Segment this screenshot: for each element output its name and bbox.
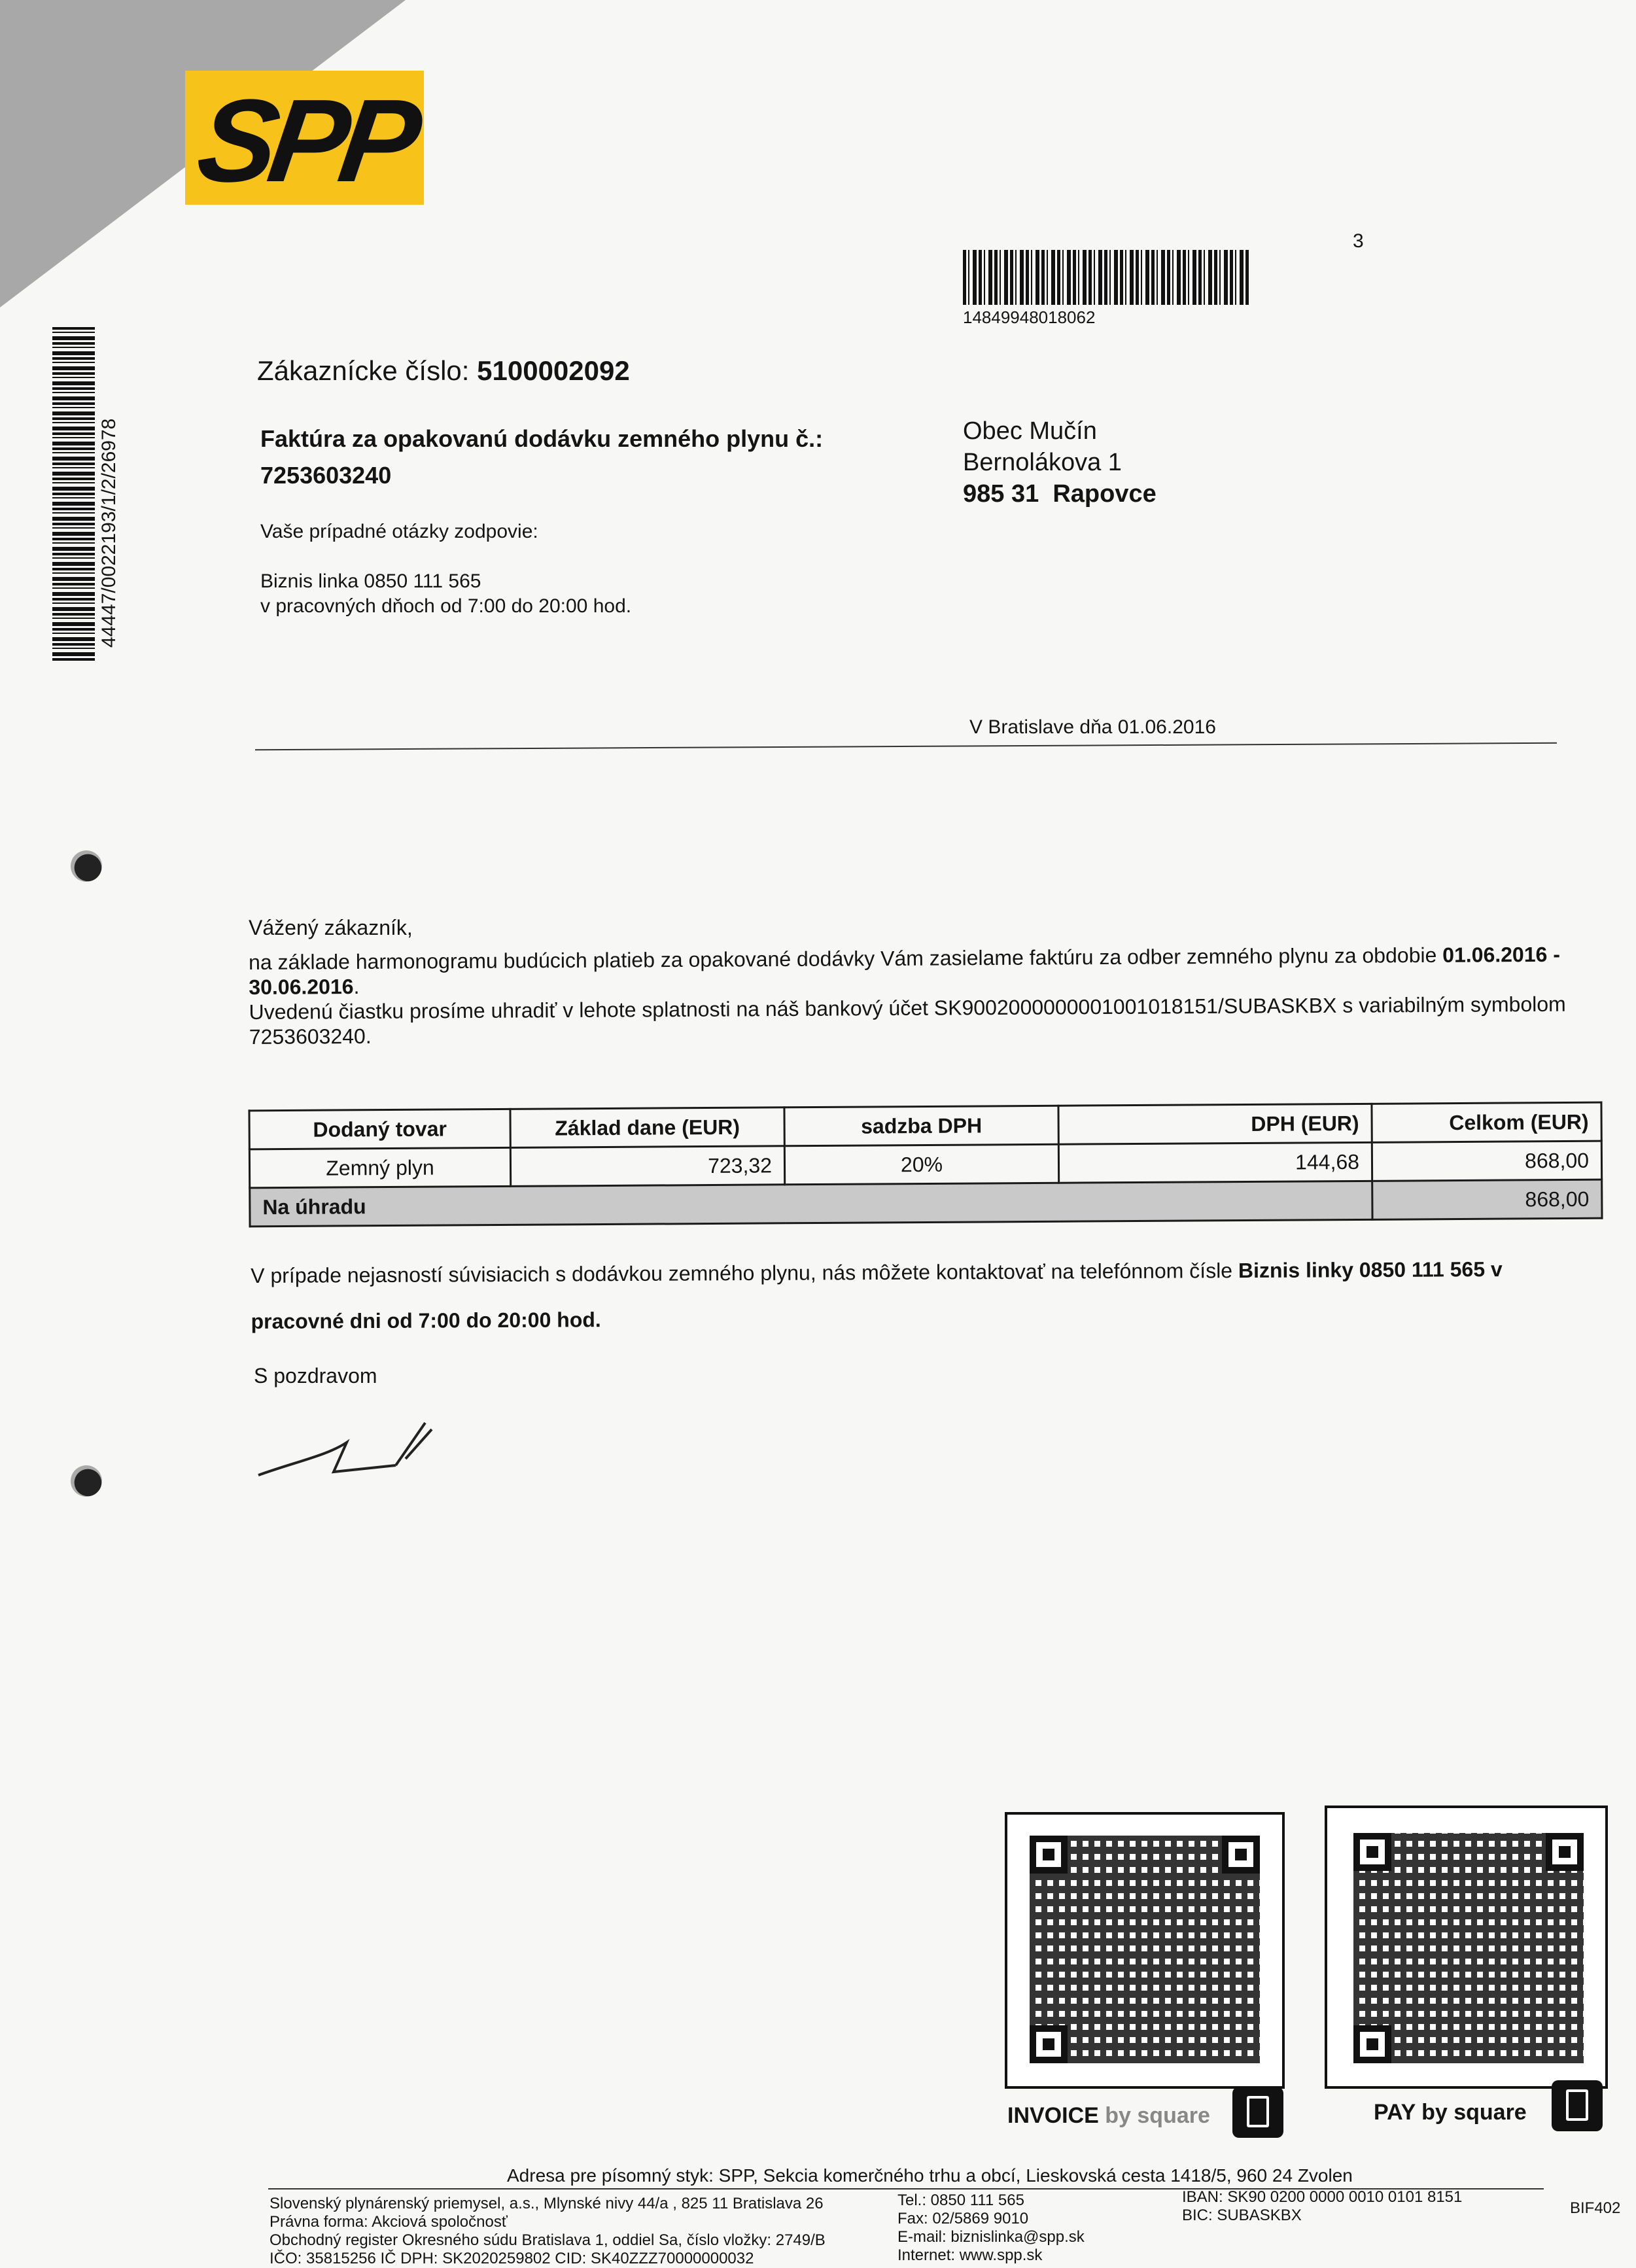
closing: S pozdravom [254, 1364, 377, 1387]
payment-text: Uvedenú čiastku prosíme uhradiť v lehote splatnosti na náš bankový účet SK9002000000001001018151/SUBASKBX s variabilným symbolom [249, 992, 1566, 1024]
invoice-items-table [248, 1102, 1603, 1228]
recipient-city-line [963, 478, 1157, 510]
invoice-qr-box [1005, 1812, 1285, 2089]
variable-symbol: 7253603240. [249, 1024, 372, 1049]
logo-text: SPP [190, 75, 421, 207]
company-ids: IČO: 35815256 IČ DPH: SK2020259802 CID: SK40ZZZ70000000032 [270, 2250, 754, 2267]
footer-fax: Fax: 02/5869 9010 [897, 2210, 1029, 2227]
recipient-address [963, 415, 1157, 510]
footer-email: E-mail: biznislinka@spp.sk [897, 2228, 1085, 2246]
cell-goods: Zemný plyn [249, 1147, 510, 1187]
recipient-city: Rapovce [1053, 480, 1157, 508]
period-to: 30.06.2016 [249, 975, 354, 999]
qr-finder [1353, 2025, 1391, 2063]
footer-code: BIF402 [1570, 2199, 1621, 2217]
qr-finder [1353, 1833, 1391, 1871]
punch-hole [71, 850, 102, 882]
customer-label: Zákaznícke číslo: [257, 355, 470, 386]
footer-bank [1182, 2188, 1462, 2225]
cell-base: 723,32 [510, 1146, 784, 1187]
invoice-title: Faktúra za opakovanú dodávku zemného plynu č.: [260, 425, 824, 452]
period-dot: . [353, 974, 360, 999]
invoice-by-square: by square [1105, 2103, 1210, 2128]
recipient-street: Bernolákova 1 [963, 449, 1122, 476]
paragraph-text: na základe harmonogramu budúcich platieb za opakované dodávky Vám zasielame faktúru za odber zemného plynu za obdobie [249, 943, 1443, 974]
total-row [250, 1179, 1602, 1227]
footer-web: Internet: www.spp.sk [897, 2246, 1043, 2264]
footer-company [270, 2195, 826, 2268]
contact-hours: v pracovných dňoch od 7:00 do 20:00 hod. [260, 595, 632, 617]
customer-value: 5100002092 [477, 355, 630, 386]
company-legal-form: Právna forma: Akciová spoločnosť [270, 2213, 508, 2231]
header-vat-rate: sadzba DPH [784, 1106, 1058, 1146]
footer-contacts [897, 2191, 1085, 2265]
qr-finder [1546, 1833, 1584, 1871]
header-total: Celkom (EUR) [1372, 1102, 1601, 1142]
contact-text: V prípade nejasností súvisiacich s dodávkou zemného plynu, nás môžete kontaktovať na telefónnom čísle [251, 1259, 1239, 1287]
pay-card-icon [1552, 2080, 1603, 2131]
qr-finder [1030, 1836, 1068, 1874]
cell-vat: 144,68 [1058, 1142, 1372, 1183]
barcode [963, 250, 1251, 305]
date-line: V Bratislave dňa 01.06.2016 [969, 716, 1216, 738]
header-goods: Dodaný tovar [249, 1109, 510, 1149]
footer-address: Adresa pre písomný styk: SPP, Sekcia komerčného trhu a obcí, Lieskovská cesta 1418/5, 960 24 Zvolen [507, 2165, 1353, 2186]
qr-finder [1030, 2025, 1068, 2063]
recipient-name: Obec Mučín [963, 417, 1097, 445]
cell-total: 868,00 [1372, 1141, 1601, 1181]
footer-tel: Tel.: 0850 111 565 [897, 2191, 1024, 2209]
period-from: 01.06.2016 [1442, 942, 1548, 967]
pay-by-square-label: PAY by square [1374, 2100, 1527, 2125]
invoice-number: 7253603240 [260, 462, 392, 489]
header-base: Základ dane (EUR) [510, 1108, 784, 1148]
company-name: Slovenský plynárenský priemysel, a.s., Mlynské nivy 44/a , 825 11 Bratislava 26 [270, 2195, 824, 2212]
contact-paragraph [251, 1246, 1592, 1344]
footer-iban: IBAN: SK90 0200 0000 0010 0101 8151 [1182, 2188, 1463, 2206]
punch-hole [71, 1465, 102, 1497]
signature [255, 1416, 451, 1488]
contact-hours-bold: pracovné dni od 7:00 do 20:00 hod. [251, 1308, 601, 1333]
pay-qr-box [1325, 1806, 1608, 2089]
qr-finder [1222, 1836, 1260, 1874]
company-register: Obchodný register Okresného súdu Bratislava 1, oddiel Sa, číslo vložky: 2749/B [270, 2231, 826, 2249]
invoice-by-square-label [1007, 2103, 1210, 2129]
divider [255, 742, 1557, 750]
greeting: Vážený zákazník, [249, 916, 413, 939]
barcode-number: 14849948018062 [963, 307, 1096, 327]
spp-logo [185, 71, 424, 205]
cell-vat-rate: 20% [784, 1144, 1058, 1185]
page-number: 3 [1353, 230, 1364, 252]
total-label: Na úhradu [250, 1181, 1372, 1226]
invoice-document-icon [1232, 2087, 1283, 2138]
invoice-label: INVOICE [1007, 2103, 1099, 2128]
header-vat: DPH (EUR) [1058, 1104, 1372, 1144]
footer-bic: BIC: SUBASKBX [1182, 2207, 1302, 2224]
period-dash: - [1547, 942, 1561, 966]
customer-number [257, 355, 630, 387]
letter-paragraph [249, 941, 1610, 1049]
contact-phone: Biznis linky 0850 111 565 v [1238, 1257, 1503, 1283]
recipient-zip: 985 31 [963, 480, 1039, 508]
side-barcode [52, 327, 95, 661]
contact-line: Biznis linka 0850 111 565 [260, 570, 481, 592]
side-code: 44447/0022193/1/2/26978 [98, 418, 120, 648]
total-value: 868,00 [1372, 1179, 1602, 1219]
contact-question: Vaše prípadné otázky zodpovie: [260, 521, 538, 542]
